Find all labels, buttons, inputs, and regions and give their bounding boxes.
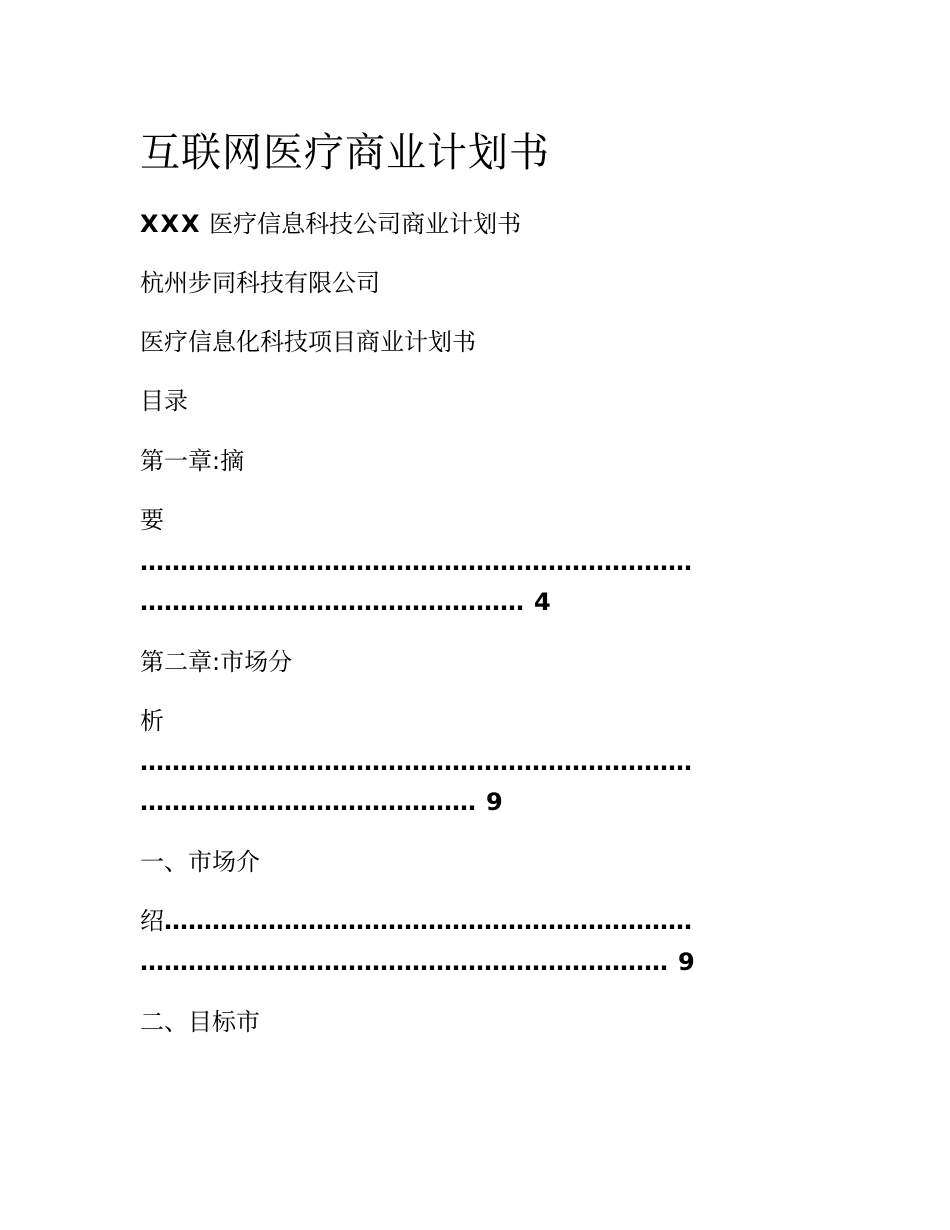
company-name: 杭州步同科技有限公司	[140, 269, 380, 297]
toc-ch2-page-number: 9	[486, 790, 503, 814]
toc-ch2-leader-2	[140, 790, 503, 814]
toc-sec1-leader-2-dots: …………………………………………………………	[140, 950, 668, 974]
toc-ch1-leader-2	[140, 590, 551, 614]
toc-sec2-label: 二、目标市	[140, 1008, 260, 1036]
toc-ch2-label: 第二章:市场分	[140, 648, 293, 676]
toc-ch1-leader-1: ……………………………………………………………	[140, 550, 692, 574]
toc-sec1-label: 一、市场介	[140, 848, 260, 876]
toc-ch1-label-cont: 要	[140, 506, 164, 534]
toc-ch1-page-number: 4	[534, 590, 551, 614]
toc-sec1-label-cont: 绍	[140, 909, 164, 933]
document-title: 互联网医疗商业计划书	[140, 130, 550, 176]
subtitle-rest: 医疗信息科技公司商业计划书	[201, 210, 522, 238]
subtitle-prefix: XXX	[140, 210, 202, 238]
toc-ch2-leader-2-dots: ……………………………………	[140, 790, 476, 814]
toc-sec1-leader-1: …………………………………………………………	[164, 909, 692, 933]
toc-ch2-label-cont: 析	[140, 707, 164, 735]
toc-sec1-row	[140, 909, 810, 933]
toc-sec1-page-number: 9	[678, 950, 695, 974]
toc-sec1-leader-2	[140, 950, 695, 974]
toc-heading: 目录	[140, 387, 188, 415]
toc-ch1-label: 第一章:摘	[140, 447, 245, 475]
toc-ch2-leader-1: ……………………………………………………………	[140, 750, 692, 774]
project-title: 医疗信息化科技项目商业计划书	[140, 328, 476, 356]
document-subtitle	[140, 212, 521, 236]
toc-ch1-leader-2-dots: …………………………………………	[140, 590, 524, 614]
